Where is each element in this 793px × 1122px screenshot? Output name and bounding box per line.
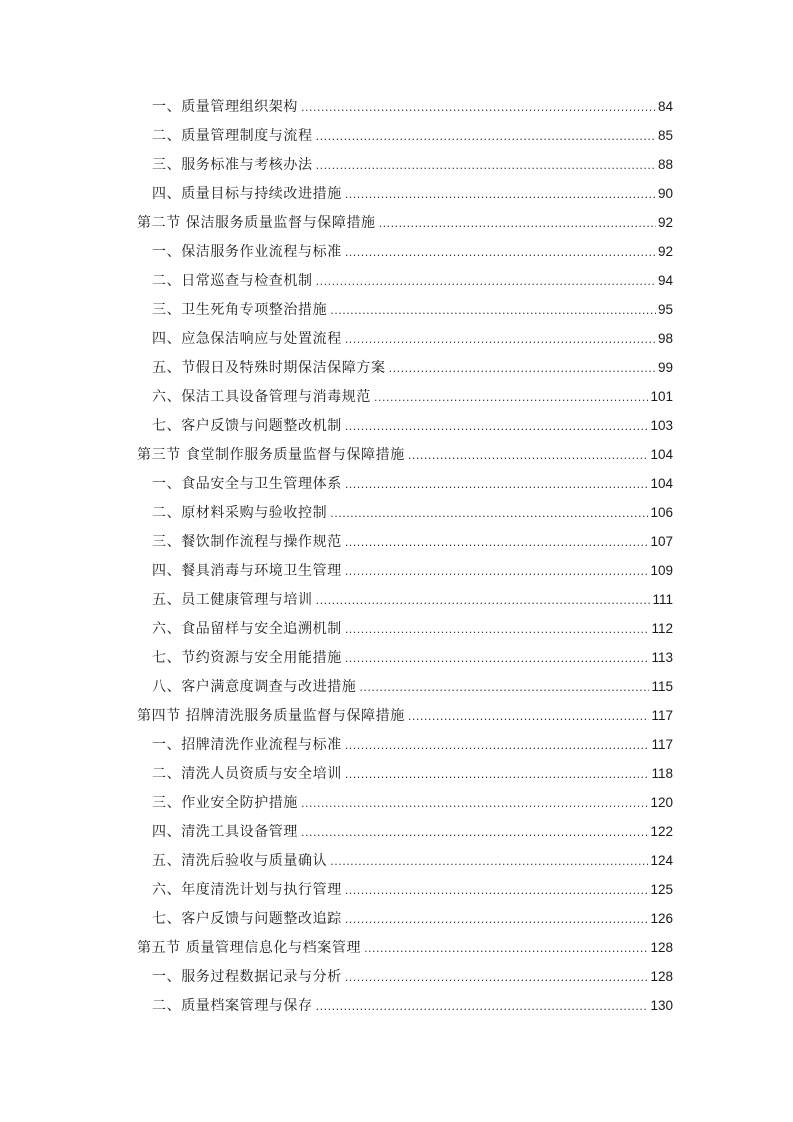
toc-entry-title: 七、节约资源与安全用能措施 <box>152 650 342 666</box>
toc-dot-leader <box>301 818 648 847</box>
toc-page-number: 92 <box>657 215 673 230</box>
toc-dot-leader <box>379 209 656 238</box>
toc-subsection-entry[interactable] <box>0 179 793 208</box>
toc-dot-leader <box>345 905 649 934</box>
toc-entry-title: 六、食品留样与安全追溯机制 <box>152 621 342 637</box>
toc-section-entry[interactable] <box>0 933 793 962</box>
toc-subsection-entry[interactable] <box>0 527 793 556</box>
toc-subsection-entry[interactable] <box>0 759 793 788</box>
toc-page-number: 120 <box>650 795 673 810</box>
toc-page-number: 117 <box>651 708 673 723</box>
toc-entry-title: 二、清洗人员资质与安全培训 <box>152 766 342 782</box>
toc-dot-leader <box>345 412 649 441</box>
toc-page-number: 128 <box>650 940 673 955</box>
toc-page-number: 118 <box>651 766 673 781</box>
toc-dot-leader <box>345 557 649 586</box>
toc-dot-leader <box>364 934 648 963</box>
toc-page-number: 130 <box>650 998 673 1013</box>
toc-dot-leader <box>301 789 648 818</box>
toc-subsection-entry[interactable] <box>0 846 793 875</box>
toc-dot-leader <box>345 963 649 992</box>
toc-subsection-entry[interactable] <box>0 498 793 527</box>
toc-page-number: 109 <box>650 563 673 578</box>
toc-dot-leader <box>345 876 649 905</box>
toc-page-number: 117 <box>651 737 673 752</box>
toc-dot-leader <box>345 325 656 354</box>
toc-dot-leader <box>316 122 656 151</box>
toc-subsection-entry[interactable] <box>0 788 793 817</box>
toc-dot-leader <box>345 528 649 557</box>
toc-subsection-entry[interactable] <box>0 643 793 672</box>
toc-dot-leader <box>408 441 649 470</box>
toc-dot-leader <box>345 238 656 267</box>
toc-page-number: 124 <box>650 853 673 868</box>
toc-subsection-entry[interactable] <box>0 991 793 1020</box>
toc-entry-title: 三、卫生死角专项整治措施 <box>152 302 328 318</box>
toc-entry-title: 二、日常巡查与检查机制 <box>152 273 313 289</box>
toc-page-number: 103 <box>650 418 673 433</box>
toc-entry-title: 四、餐具消毒与环境卫生管理 <box>152 563 342 579</box>
toc-section-entry[interactable] <box>0 701 793 730</box>
toc-page-number: 104 <box>650 476 673 491</box>
toc-subsection-entry[interactable] <box>0 150 793 179</box>
toc-subsection-entry[interactable] <box>0 92 793 121</box>
toc-page-number: 85 <box>657 128 673 143</box>
toc-subsection-entry[interactable] <box>0 875 793 904</box>
toc-page-number: 126 <box>650 911 673 926</box>
toc-entry-title: 一、食品安全与卫生管理体系 <box>152 476 342 492</box>
toc-subsection-entry[interactable] <box>0 121 793 150</box>
toc-dot-leader <box>316 151 656 180</box>
toc-subsection-entry[interactable] <box>0 904 793 933</box>
toc-dot-leader <box>345 760 650 789</box>
toc-subsection-entry[interactable] <box>0 237 793 266</box>
toc-dot-leader <box>330 296 656 325</box>
toc-subsection-entry[interactable] <box>0 353 793 382</box>
toc-page-number: 101 <box>650 389 673 404</box>
toc-entry-title: 八、客户满意度调查与改进措施 <box>152 679 357 695</box>
toc-entry-title: 二、质量管理制度与流程 <box>152 128 313 144</box>
toc-entry-title: 五、员工健康管理与培训 <box>152 592 313 608</box>
toc-entry-title: 第四节 招牌清洗服务质量监督与保障措施 <box>137 708 405 724</box>
toc-section-entry[interactable] <box>0 440 793 469</box>
toc-entry-title: 六、年度清洗计划与执行管理 <box>152 882 342 898</box>
toc-subsection-entry[interactable] <box>0 730 793 759</box>
toc-entry-title: 一、招牌清洗作业流程与标准 <box>152 737 342 753</box>
toc-entry-title: 四、应急保洁响应与处置流程 <box>152 331 342 347</box>
toc-dot-leader <box>316 586 651 615</box>
toc-subsection-entry[interactable] <box>0 614 793 643</box>
toc-dot-leader <box>301 93 656 122</box>
toc-page-number: 115 <box>651 679 673 694</box>
toc-entry-title: 六、保洁工具设备管理与消毒规范 <box>152 389 371 405</box>
toc-page-number: 122 <box>650 824 673 839</box>
toc-page-number: 88 <box>657 157 673 172</box>
toc-subsection-entry[interactable] <box>0 324 793 353</box>
toc-page-number: 99 <box>657 360 673 375</box>
toc-page-number: 107 <box>650 534 673 549</box>
toc-dot-leader <box>374 383 648 412</box>
toc-dot-leader <box>316 267 656 296</box>
toc-entry-title: 一、质量管理组织架构 <box>152 99 298 115</box>
toc-entry-title: 七、客户反馈与问题整改机制 <box>152 418 342 434</box>
toc-entry-title: 三、服务标准与考核办法 <box>152 157 313 173</box>
toc-subsection-entry[interactable] <box>0 295 793 324</box>
toc-entry-title: 三、餐饮制作流程与操作规范 <box>152 534 342 550</box>
toc-dot-leader <box>345 615 650 644</box>
toc-entry-title: 一、服务过程数据记录与分析 <box>152 969 342 985</box>
toc-dot-leader <box>330 499 648 528</box>
toc-subsection-entry[interactable] <box>0 585 793 614</box>
toc-dot-leader <box>345 180 656 209</box>
toc-dot-leader <box>359 673 649 702</box>
toc-entry-title: 二、质量档案管理与保存 <box>152 998 313 1014</box>
toc-entry-title: 七、客户反馈与问题整改追踪 <box>152 911 342 927</box>
toc-entry-title: 四、质量目标与持续改进措施 <box>152 186 342 202</box>
toc-page-number: 84 <box>657 99 673 114</box>
toc-page-number: 113 <box>651 650 673 665</box>
toc-entry-title: 第三节 食堂制作服务质量监督与保障措施 <box>137 447 405 463</box>
toc-subsection-entry[interactable] <box>0 817 793 846</box>
toc-subsection-entry[interactable] <box>0 411 793 440</box>
toc-subsection-entry[interactable] <box>0 382 793 411</box>
toc-page-number: 125 <box>650 882 673 897</box>
toc-entry-title: 四、清洗工具设备管理 <box>152 824 298 840</box>
toc-dot-leader <box>389 354 656 383</box>
toc-entry-title: 五、清洗后验收与质量确认 <box>152 853 328 869</box>
toc-page-number: 104 <box>650 447 673 462</box>
toc-entry-title: 第五节 质量管理信息化与档案管理 <box>137 940 362 956</box>
toc-entry-title: 五、节假日及特殊时期保洁保障方案 <box>152 360 386 376</box>
toc-dot-leader <box>345 731 650 760</box>
toc-dot-leader <box>330 847 648 876</box>
toc-dot-leader <box>345 470 649 499</box>
toc-page-number: 98 <box>657 331 673 346</box>
toc-page-number: 92 <box>657 244 673 259</box>
toc-entry-title: 一、保洁服务作业流程与标准 <box>152 244 342 260</box>
toc-section-entry[interactable] <box>0 208 793 237</box>
toc-page-number: 111 <box>652 592 673 607</box>
toc-subsection-entry[interactable] <box>0 556 793 585</box>
toc-subsection-entry[interactable] <box>0 469 793 498</box>
toc-entry-title: 三、作业安全防护措施 <box>152 795 298 811</box>
toc-subsection-entry[interactable] <box>0 266 793 295</box>
toc-page-number: 95 <box>657 302 673 317</box>
toc-page-number: 106 <box>650 505 673 520</box>
toc-entry-title: 第二节 保洁服务质量监督与保障措施 <box>137 215 376 231</box>
toc-dot-leader <box>345 644 650 673</box>
toc-page-number: 128 <box>650 969 673 984</box>
toc-dot-leader <box>316 992 649 1021</box>
toc-page-number: 90 <box>657 186 673 201</box>
toc-page-number: 112 <box>651 621 673 636</box>
toc-entry-title: 二、原材料采购与验收控制 <box>152 505 328 521</box>
toc-subsection-entry[interactable] <box>0 962 793 991</box>
table-of-contents <box>0 92 793 1020</box>
toc-page-number: 94 <box>657 273 673 288</box>
toc-subsection-entry[interactable] <box>0 672 793 701</box>
toc-dot-leader <box>408 702 650 731</box>
